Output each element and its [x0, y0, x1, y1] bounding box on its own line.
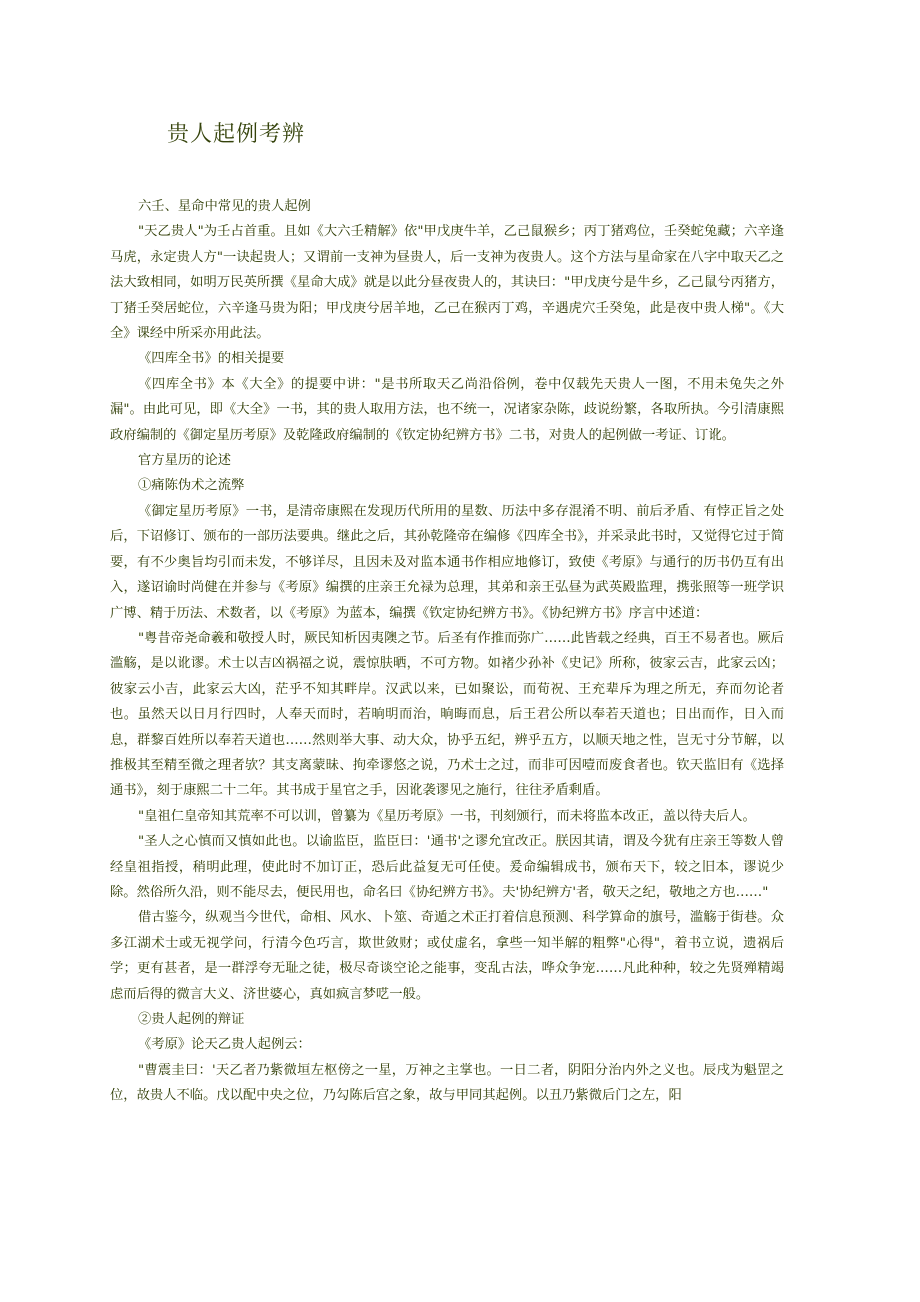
quote-paragraph: "曹震圭曰：'天乙者乃紫微垣左枢傍之一星，万神之主掌也。一日二者，阴阳分治内外之义也。辰戌为魁罡之位，故贵人不临。戊以配中央之位，乃勾陈后宫之象，故与甲同其起例。以丑乃紫微后门之左，阳 — [110, 1062, 784, 1104]
subsection-heading: ②贵人起例的辩证 — [138, 1012, 245, 1027]
section-heading: 《四库全书》的相关提要 — [138, 351, 285, 367]
paragraph: 借古鉴今，纵观当今世代，命相、风水、卜筮、奇遁之术正打着信息预测、科学算命的旗号，滥觞于街巷。众多江湖术士或无视学问，行清今色巧言，欺世敛财；或仗虚名，拿些一知半解的粗弊"心得"，着书立说，遗祸后学；更有甚者，是一群浮夸无耻之徒，极尽奇谈空论之能事，变乱古法，哗众争宠……凡此种种，较之先贤殚精竭虑而后得的微言大义、济世婆心，真如疯言梦呓一般。 — [110, 910, 784, 1002]
document-body — [110, 194, 784, 1109]
paragraph: 《御定星历考原》一书，是清帝康熙在发现历代所用的星数、历法中多存混淆不明、前后矛盾、有悖正旨之处后，下诏修订、颁布的一部历法要典。继此之后，其孙乾隆帝在编修《四库全书》，并采录此书时，又觉得它过于简要，有不少奥旨均引而未发，不够详尽，且因未及对监本通书作相应地修订，致使《考原》与通行的历书仍互有出入，遂诏谕时尚健在并参与《考原》编撰的庄亲王允禄为总理，其弟和亲王弘昼为武英殿监理，携张照等一班学识广博、精于历法、术数者，以《考原》为蓝本，编撰《钦定协纪辨方书》。《协纪辨方书》序言中述道： — [110, 503, 784, 621]
section-heading: 六壬、星命中常见的贵人起例 — [138, 199, 311, 214]
quote-paragraph: "粤昔帝尧命羲和敬授人时，厥民知析因夷隩之节。后圣有作推而弥广……此皆载之经典，百王不易者也。厥后滥觞，是以讹谬。术士以吉凶祸福之说，震惊肤晒，不可方物。如褚少孙补《史记》所称，彼家云吉，此家云凶；彼家云小吉，此家云大凶，茫乎不知其畔岸。汉武以来，已如聚讼，而荀祝、王充辈斥为理之所无，弃而勿论者也。虽然天以日月行四时，人奉天而时，若晌明而治，晌晦而息，后王君公所以奉若天道也；日出而作，日入而息，群黎百姓所以奉若天道也……然则举大事、动大众，协乎五纪，辨乎五方，以顺天地之性，岂无寸分节解，以推极其至精至微之理者欤？其支离蒙昧、拘牵谬悠之说，乃术士之过，而非可因噎而废食者也。钦天监旧有《选择通书》，刻于康熙二十二年。其书成于星官之手，因讹袭谬见之施行，往往矛盾剩盾。 — [110, 630, 784, 799]
document-title: 贵人起例考辨 — [167, 122, 306, 147]
quote-paragraph: "圣人之心慎而又慎如此也。以谕监臣，监臣曰：'通书'之谬允宜改正。朕因其请，谓及今犹有庄亲王等数人曾经皇祖指授，稍明此理，使此时不加订正，恐后此益复无可任使。爰命编辑成书，颁布天下，较之旧本，谬说少除。然俗所久沿，则不能尽去，便民用也，命名曰《协纪辨方书》。夫'协纪辨方'者，敬天之纪，敬地之方也……" — [110, 834, 784, 900]
paragraph: 《四库全书》本《大全》的提要中讲："是书所取天乙尚沿俗例，卷中仅载先天贵人一图，不用未兔失之外漏"。由此可见，即《大全》一书，其的贵人取用方法，也不统一，况诸家杂陈，歧说纷繁，各取所执。今引清康熙政府编制的《御定星历考原》及乾隆政府编制的《钦定协纪辨方书》二书，对贵人的起例做一考证、订讹。 — [110, 376, 784, 443]
section-heading: 官方星历的论述 — [138, 453, 232, 469]
subsection-heading: ①痛陈伪术之流弊 — [138, 478, 245, 494]
paragraph: 《考原》论天乙贵人起例云： — [138, 1037, 311, 1053]
document-page — [110, 118, 784, 1109]
paragraph: "天乙贵人"为壬占首重。且如《大六壬精解》依"甲戊庚牛羊，乙己鼠猴乡；丙丁猪鸡位，壬癸蛇兔藏；六辛逢马虎，永定贵人方"一诀起贵人；又谓前一支神为昼贵人，后一支神为夜贵人。这个方法与星命家在八字中取天乙之法大致相同，如明万民英所撰《星命大成》就是以此分昼夜贵人的，其诀曰："甲戊庚兮是牛乡，乙己鼠兮丙猪方，丁猪壬癸居蛇位，六辛逢马贵为阳；甲戊庚兮居羊地，乙己在猴丙丁鸡，辛遇虎穴壬癸兔，此是夜中贵人梯"。《大全》课经中所采亦用此法。 — [110, 224, 784, 342]
quote-paragraph: "皇祖仁皇帝知其荒率不可以训，曾纂为《星历考原》一书，刊刻颁行，而未将监本改正，盖以待夫后人。 — [138, 808, 756, 824]
